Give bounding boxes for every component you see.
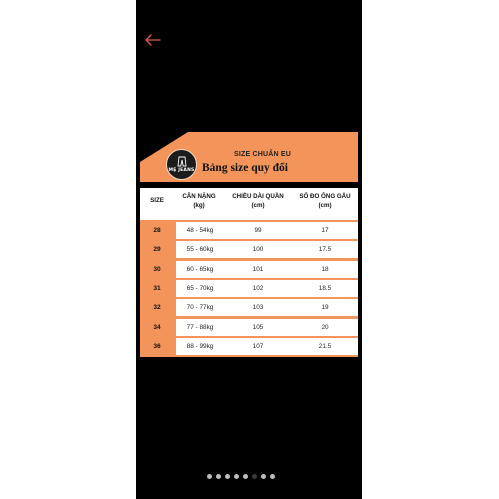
page-dot[interactable] bbox=[261, 474, 266, 479]
cell-weight: 65 - 70kg bbox=[186, 284, 214, 292]
size-chart-card bbox=[140, 132, 358, 366]
page-dot[interactable] bbox=[270, 474, 275, 479]
header-size: SIZE bbox=[150, 197, 164, 204]
page-indicator bbox=[207, 474, 275, 479]
cell-size: 28 bbox=[153, 227, 161, 234]
chart-title: Bảng size quy đổi bbox=[202, 162, 288, 174]
cell-size: 29 bbox=[153, 246, 161, 254]
cell-size: 30 bbox=[153, 265, 161, 273]
cell-values bbox=[176, 261, 358, 278]
table-header bbox=[140, 188, 358, 220]
table-row bbox=[140, 241, 358, 258]
header-length: CHIỀU DÀI QUẦN (cm) bbox=[232, 193, 284, 209]
cell-hem: 20 bbox=[321, 323, 329, 331]
cell-hem: 18 bbox=[321, 265, 329, 273]
cell-weight: 48 - 54kg bbox=[186, 227, 214, 234]
page-dot[interactable] bbox=[216, 474, 221, 479]
cell-weight: 88 - 99kg bbox=[186, 342, 214, 350]
table-row bbox=[140, 280, 358, 297]
cell-values bbox=[176, 222, 358, 239]
cell-length: 101 bbox=[252, 265, 264, 273]
table-row bbox=[140, 338, 358, 355]
cell-weight: 55 - 60kg bbox=[186, 246, 214, 254]
cell-size: 34 bbox=[153, 323, 161, 331]
cell-hem: 18.5 bbox=[318, 284, 332, 292]
cell-weight: 70 - 77kg bbox=[186, 304, 214, 312]
cell-weight: 60 - 65kg bbox=[186, 265, 214, 273]
page-dot[interactable] bbox=[234, 474, 239, 479]
jeans-icon bbox=[177, 156, 187, 167]
cell-size: 32 bbox=[153, 304, 161, 312]
cell-length: 105 bbox=[252, 323, 264, 331]
arrow-left-icon bbox=[145, 34, 161, 46]
brand-logo bbox=[166, 149, 197, 180]
cell-length: 103 bbox=[252, 304, 264, 312]
table-row bbox=[140, 319, 358, 336]
cell-length: 99 bbox=[254, 227, 262, 234]
back-button[interactable] bbox=[141, 28, 165, 52]
cell-values bbox=[176, 299, 358, 316]
page-dot[interactable] bbox=[252, 474, 257, 479]
cell-values bbox=[176, 319, 358, 336]
cell-hem: 17 bbox=[321, 227, 329, 234]
page-dot[interactable] bbox=[243, 474, 248, 479]
cell-size: 36 bbox=[153, 342, 161, 350]
cell-size: 31 bbox=[153, 284, 161, 292]
cell-length: 107 bbox=[252, 342, 264, 350]
cell-values bbox=[176, 280, 358, 297]
cell-hem: 17.5 bbox=[318, 246, 332, 254]
cell-length: 100 bbox=[252, 246, 264, 254]
cell-values bbox=[176, 241, 358, 258]
phone-screen bbox=[136, 0, 362, 499]
table-row bbox=[140, 261, 358, 278]
header-weight: CÂN NẶNG (kg) bbox=[182, 193, 216, 209]
header-hem: SỐ ĐO ỐNG GẤU (cm) bbox=[299, 193, 351, 209]
page-dot[interactable] bbox=[207, 474, 212, 479]
cell-hem: 21.5 bbox=[318, 342, 332, 350]
chart-subtitle: SIZE CHUẨN EU bbox=[234, 151, 292, 158]
logo-text: MẸ JEANS bbox=[168, 168, 195, 173]
cell-weight: 77 - 88kg bbox=[186, 323, 214, 331]
cell-hem: 19 bbox=[321, 304, 329, 312]
table-row bbox=[140, 222, 358, 239]
page-dot[interactable] bbox=[225, 474, 230, 479]
cell-length: 102 bbox=[252, 284, 264, 292]
cell-values bbox=[176, 338, 358, 355]
table-row bbox=[140, 299, 358, 316]
size-table bbox=[140, 188, 358, 357]
